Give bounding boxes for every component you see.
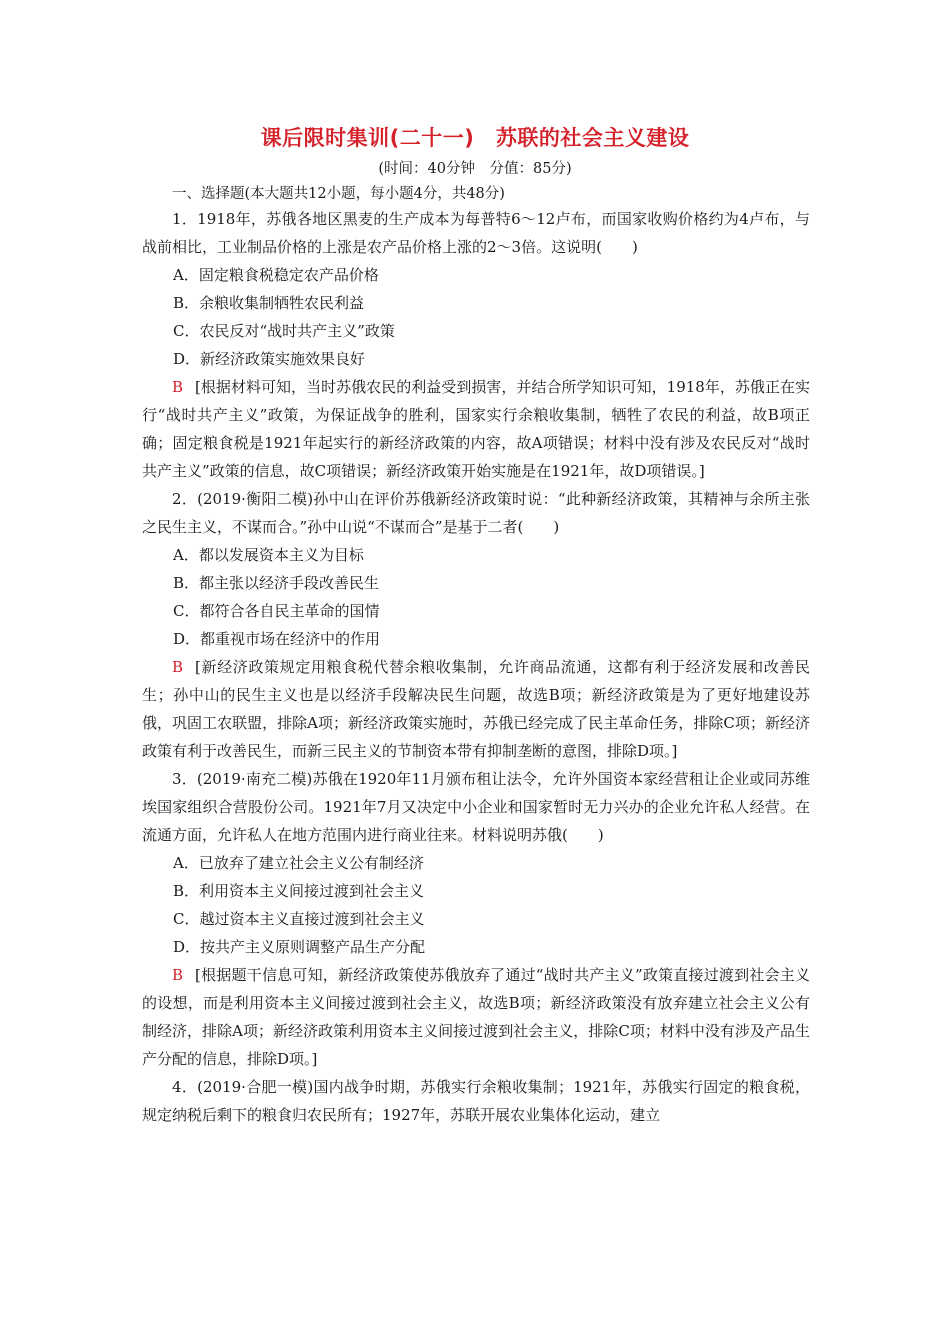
option-a: A．已放弃了建立社会主义公有制经济 [173, 854, 424, 872]
answer-explanation [142, 373, 810, 485]
question-1 [142, 205, 810, 485]
section-heading: 一、选择题(本大题共12小题，每小题4分，共48分) [172, 186, 505, 202]
explanation-text: [根据材料可知，当时苏俄农民的利益受到损害，并结合所学知识可知，1918年，苏俄正在实行“战时共产主义”政策，为保证战争的胜利，国家实行余粮收集制，牺牲了农民的利益，故B项正确；固定粮食税是1921年起实行的新经济政策的内容，故A项错误；材料中没有涉及农民反对“战时共产主义”政策的信息，故C项错误；新经济政策开始实施是在1921年，故D项错误。] [142, 378, 810, 480]
option-c: C．越过资本主义直接过渡到社会主义 [173, 910, 425, 928]
option-b: B．利用资本主义间接过渡到社会主义 [173, 882, 425, 900]
answer-letter: B [172, 966, 184, 984]
question-2 [142, 485, 810, 765]
question-stem: 4．(2019·合肥一模)国内战争时期，苏俄实行余粮收集制；1921年，苏俄实行固定的粮食税，规定纳税后剩下的粮食归农民所有；1927年，苏联开展农业集体化运动，建立 [142, 1078, 810, 1124]
question-stem: 1．1918年，苏俄各地区黑麦的生产成本为每普特6～12卢布，而国家收购价格约为4卢布，与战前相比，工业制品价格的上涨是农产品价格上涨的2～3倍。这说明( ) [142, 210, 810, 256]
answer-letter: B [172, 658, 184, 676]
question-stem: 2．(2019·衡阳二模)孙中山在评价苏俄新经济政策时说：“此种新经济政策，其精神与余所主张之民生主义，不谋而合。”孙中山说“不谋而合”是基于二者( ) [142, 490, 810, 536]
option-d: D．按共产主义原则调整产品生产分配 [173, 938, 426, 956]
option-b: B．余粮收集制牺牲农民利益 [173, 294, 365, 312]
option-c: C．都符合各自民主革命的国情 [173, 602, 380, 620]
explanation-text: [新经济政策规定用粮食税代替余粮收集制，允许商品流通，这都有利于经济发展和改善民生；孙中山的民生主义也是以经济手段解决民生问题，故选B项；新经济政策是为了更好地建设苏俄，巩固工农联盟，排除A项；新经济政策实施时，苏俄已经完成了民主革命任务，排除C项；新经济政策有利于改善民生，而新三民主义的节制资本带有抑制垄断的意图，排除D项。] [142, 658, 810, 760]
option-c: C．农民反对“战时共产主义”政策 [173, 322, 395, 340]
option-d: D．新经济政策实施效果良好 [173, 350, 366, 368]
question-4 [142, 1073, 810, 1129]
answer-letter: B [172, 378, 184, 396]
explanation-text: [根据题干信息可知，新经济政策使苏俄放弃了通过“战时共产主义”政策直接过渡到社会主义的设想，而是利用资本主义间接过渡到社会主义，故选B项；新经济政策没有放弃建立社会主义公有制经济，排除A项；新经济政策利用资本主义间接过渡到社会主义，排除C项；材料中没有涉及产品生产分配的信息，排除D项。] [142, 966, 810, 1068]
page-title: 课后限时集训(二十一) 苏联的社会主义建设 [260, 126, 690, 150]
page-subtitle: (时间：40分钟 分值：85分) [378, 161, 572, 177]
question-3 [142, 765, 810, 1073]
answer-explanation [142, 961, 810, 1073]
option-a: A．都以发展资本主义为目标 [173, 546, 364, 564]
option-b: B．都主张以经济手段改善民生 [173, 574, 380, 592]
option-a: A．固定粮食税稳定农产品价格 [173, 266, 379, 284]
questions-content [142, 205, 810, 1129]
question-stem: 3．(2019·南充二模)苏俄在1920年11月颁布租让法令，允许外国资本家经营租让企业或同苏维埃国家组织合营股份公司。1921年7月又决定中小企业和国家暂时无力兴办的企业允许私人经营。在流通方面，允许私人在地方范围内进行商业往来。材料说明苏俄( ) [142, 770, 810, 844]
answer-explanation [142, 653, 810, 765]
option-d: D．都重视市场在经济中的作用 [173, 630, 381, 648]
